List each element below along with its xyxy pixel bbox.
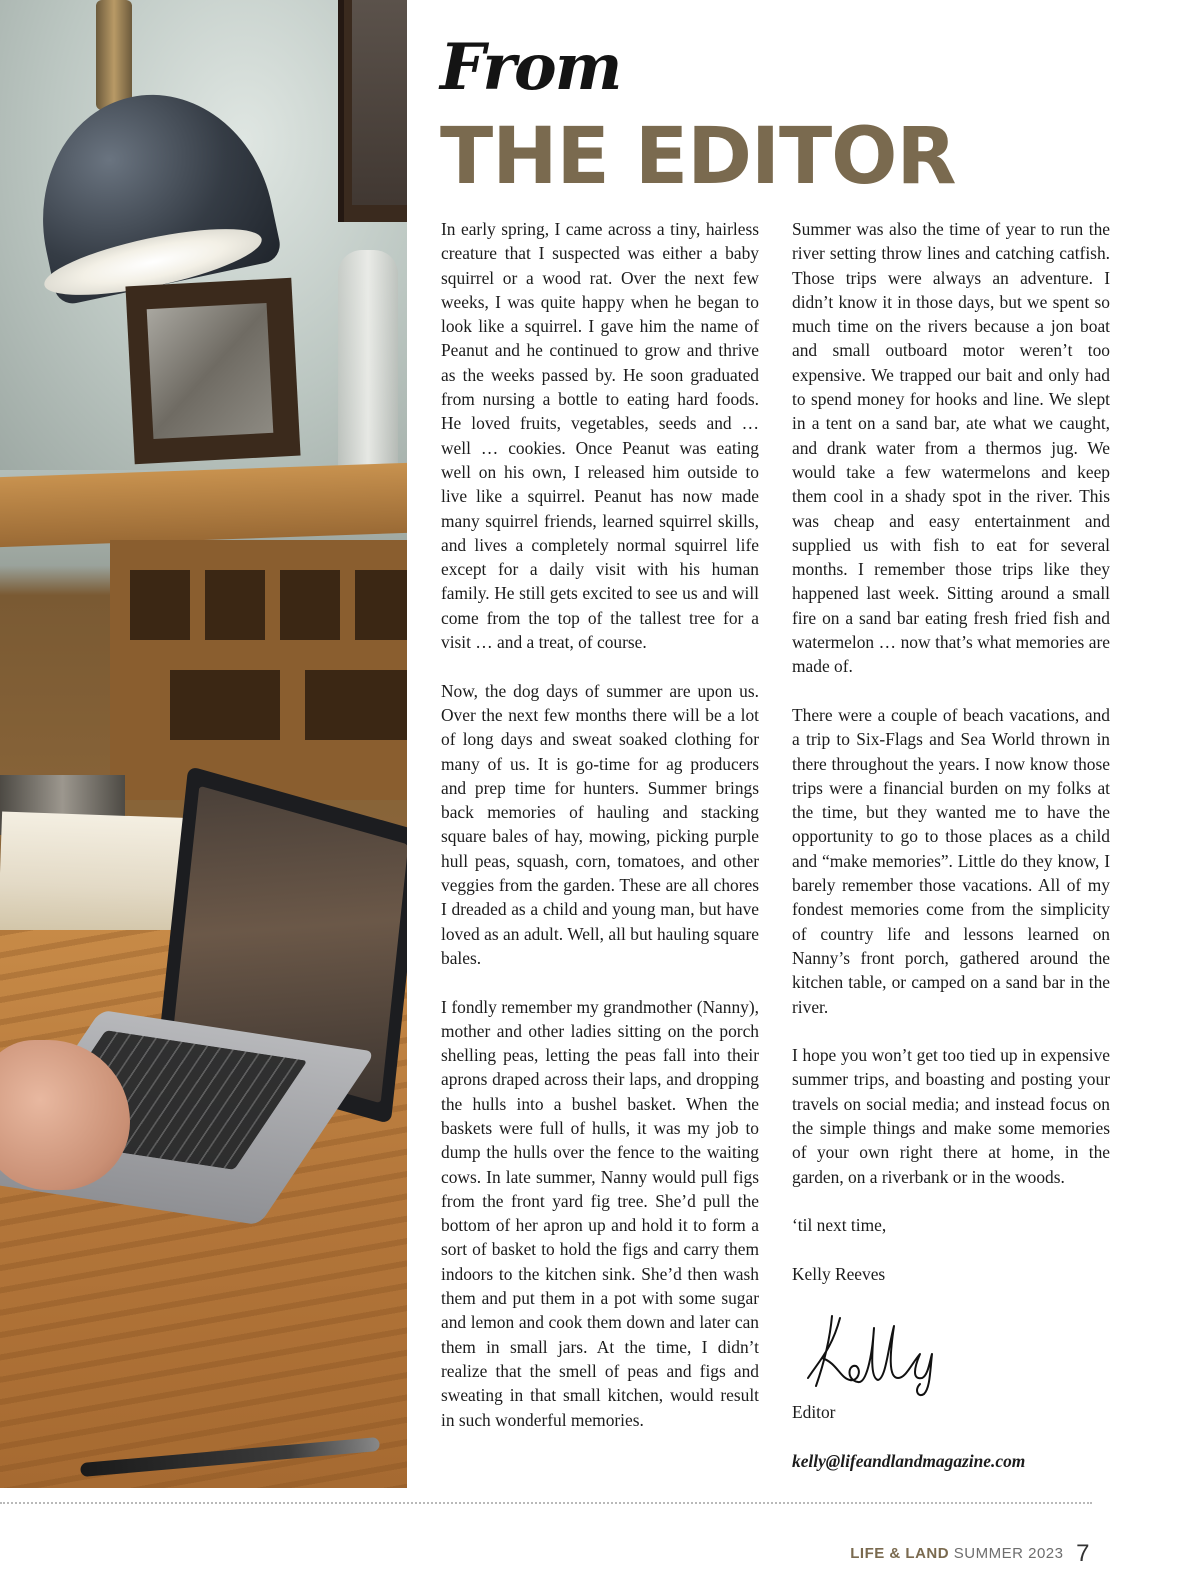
signature-icon <box>802 1308 952 1400</box>
cubby <box>355 570 407 640</box>
paragraph: Summer was also the time of year to run the river setting throw lines and catching catfish. Those trips were always an adventure. I didn’t know it in those days, but we spent so much time on the rivers because a jon boat and small outboard motor weren’t too expensive. We trapped our bait and only had to spend money for hooks and line. We slept in a tent on a sand bar, ate what we caught, and drank water from a thermos jug. We would take a few watermelons and keep them cool in a shady spot in the river. This was cheap and easy entertainment and supplied us with fish to eat for several months. I remember those trips like they happened last week. Sitting around a small fire on a sand bar eating fresh fried fish and watermelon … now that’s what memories are made of. <box>792 219 1110 677</box>
cubby <box>305 670 407 740</box>
footer-divider <box>0 1502 1092 1504</box>
magazine-name: LIFE & LAND <box>850 1545 950 1562</box>
from-heading: From <box>440 30 621 105</box>
page-number: 7 <box>1076 1540 1090 1567</box>
paragraph: Now, the dog days of summer are upon us. Over the next few months there will be a lot of long days and sweat soaked clothing for many of us. It is go-time for ag producers and prep time for hunters. Summer brings back memories of hauling and stacking square bales of hay, mowing, picking purple hull peas, squash, corn, tomatoes, and other veggies from the garden. These are all chores I dreaded as a child and young man, but have loved as an adult. Well, all but hauling square bales. <box>441 680 759 968</box>
cubby <box>170 670 280 740</box>
page-footer <box>850 1540 1090 1568</box>
paragraph: In early spring, I came across a tiny, hairless creature that I suspected was either a baby squirrel or a wood rat. Over the next few weeks, I was quite happy when he began to look like a squirrel. I gave him the name of Peanut and he continued to grow and thrive as the weeks passed by. He soon graduated from nursing a bottle to eating hard foods. He loved fruits, vegetables, seeds and … well … cookies. Once Peanut was eating well on his own, I released him outside to live like a squirrel. Peanut has now made many squirrel friends, learned squirrel skills, and lives a completely normal squirrel life except for a daily visit with his human family. He still gets excited to see us and will come from the top of the tallest tree for a visit … and a treat, of course. <box>441 219 759 653</box>
mirror-glass <box>352 0 407 205</box>
cubby <box>280 570 340 640</box>
closing-line: ‘til next time, <box>792 1215 887 1236</box>
cubby <box>205 570 265 640</box>
author-email[interactable]: kelly@lifeandlandmagazine.com <box>792 1450 1026 1471</box>
glass-bottle <box>338 250 398 480</box>
article-column-left <box>441 217 759 1456</box>
author-name: Kelly Reeves <box>792 1263 886 1284</box>
desk-cubbies <box>110 540 407 800</box>
desk-top <box>0 463 407 547</box>
article-column-right <box>792 217 1110 1497</box>
editor-desk-photo <box>0 0 407 1488</box>
paragraph: I fondly remember my grandmother (Nanny), mother and other ladies sitting on the porch shelling peas, letting the peas fall into their aprons draped across their laps, and dropping the hulls into a bushel basket. When the baskets were full of hulls, it was my job to dump the hulls over the fence to the waiting cows. In late summer, Nanny would pull figs from the front yard fig tree. She’d pull the bottom of her apron up and hold it to form a sort of basket to hold the figs and carry them indoors to the kitchen sink. She’d then wash them and put them in a pot with some sugar and lemon and cook them down and later can them in small jars. At the time, I didn’t realize that the smell of peas and figs and sweating in that small kitchen, would result in such wonderful memories. <box>441 996 759 1430</box>
paragraph: I hope you won’t get too tied up in expensive summer trips, and boasting and posting your travels on social media; and instead focus on the simple things and make some memories of your own right there at home, in the garden, on a riverbank or in the woods. <box>792 1045 1110 1187</box>
cubby <box>130 570 190 640</box>
issue-label: SUMMER 2023 <box>953 1545 1064 1562</box>
framed-photo <box>147 303 274 439</box>
page-title: THE EDITOR <box>440 112 956 202</box>
lamp-arm <box>96 0 132 110</box>
paragraph: There were a couple of beach vacations, and a trip to Six-Flags and Sea World thrown in there throughout the years. I now know those trips were a financial burden on my folks at the time, but they wanted me to have the opportunity to go to those places as a child and “make memories”. Little do they know, I barely remember those vacations. All of my fondest memories come from the simplicity of country life and lessons learned on Nanny’s front porch, gathered around the kitchen table, or camped on a sand bar in the river. <box>792 704 1110 1017</box>
author-role: Editor <box>792 1402 836 1423</box>
